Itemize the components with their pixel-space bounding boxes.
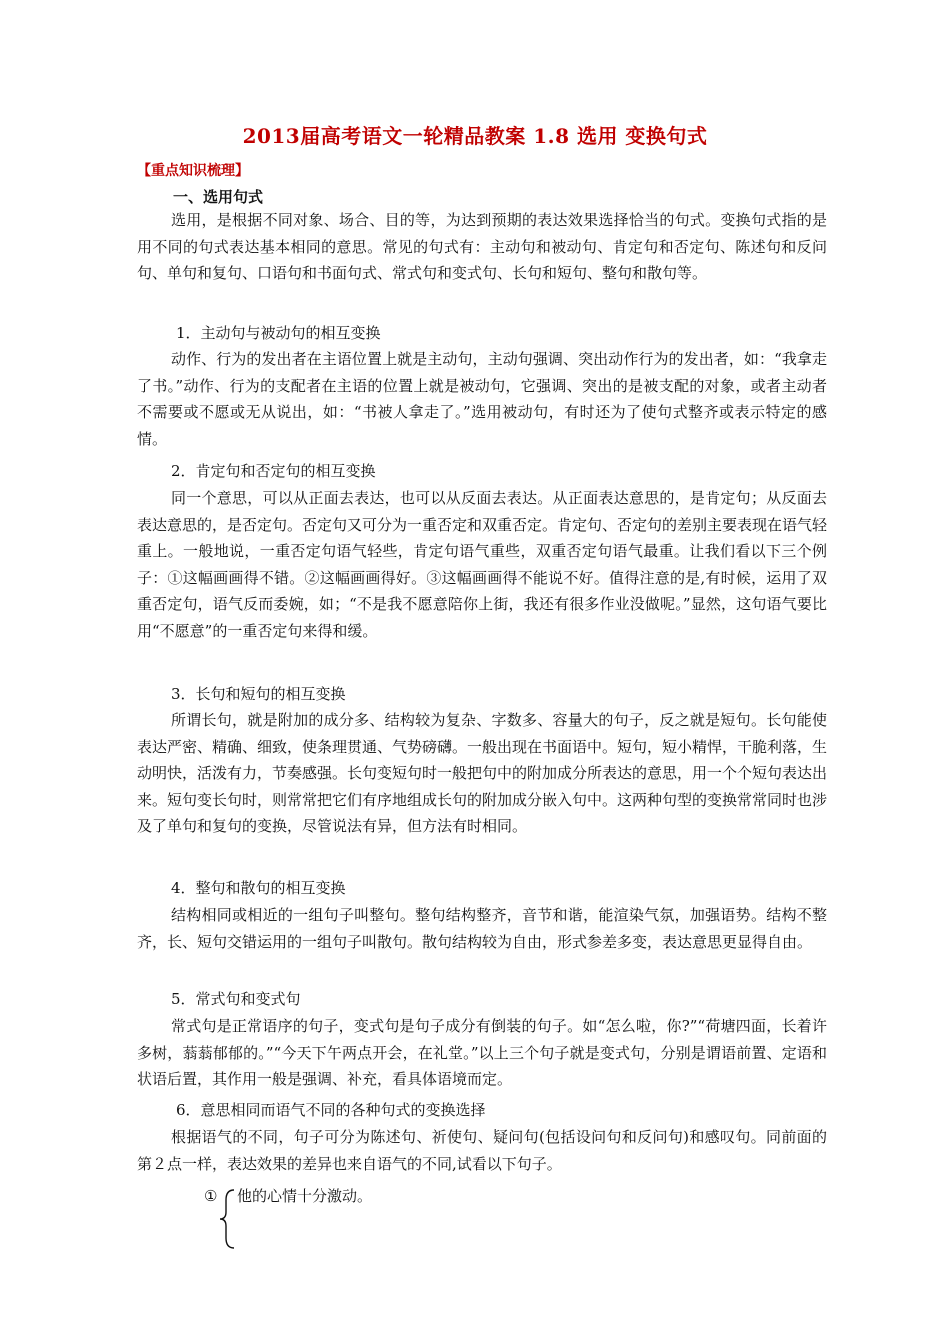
example-number: ①: [204, 1187, 218, 1205]
subsection-body-1: 动作、行为的发出者在主语位置上就是主动句，主动句强调、突出动作行为的发出者，如：“我拿走了书。”动作、行为的支配者在主语的位置上就是被动句，它强调、突出的是被支配的对象，或者主动者不需要或不愿或无从说出，如：“书被人拿走了。”选用被动句，有时还为了使句式整齐或表示特定的感情。: [137, 350, 827, 448]
subsection-title-6: 6．意思相同而语气不同的各种句式的变换选择: [176, 1101, 486, 1119]
intro-paragraph: 选用，是根据不同对象、场合、目的等，为达到预期的表达效果选择恰当的句式。变换句式指的是用不同的句式表达基本相同的意思。常见的句式有：主动句和被动句、肯定句和否定句、陈述句和反问句、单句和复句、口语句和书面句式、常式句和变式句、长句和短句、整句和散句等。: [137, 211, 827, 282]
subsection-title-3: 3．长句和短句的相互变换: [171, 685, 346, 703]
subsection-body-5: 常式句是正常语序的句子，变式句是句子成分有倒装的句子。如“怎么啦，你?”“荷塘四面，长着许多树，蓊蓊郁郁的。”“今天下午两点开会，在礼堂。”以上三个句子就是变式句，分别是谓语前置、定语和状语后置，其作用一般是强调、补充，看具体语境而定。: [137, 1017, 827, 1088]
subsection-body-4: 结构相同或相近的一组句子叫整句。整句结构整齐，音节和谐，能渲染气氛，加强语势。结构不整齐，长、短句交错运用的一组句子叫散句。散句结构较为自由，形式参差多变，表达意思更显得自由。: [137, 906, 827, 951]
example-text: 他的心情十分激动。: [237, 1187, 373, 1205]
section-tag: 【重点知识梳理】: [137, 163, 249, 179]
document-title: 2013届高考语文一轮精品教案 1.8 选用 变换句式: [242, 124, 708, 148]
subsection-title-4: 4．整句和散句的相互变换: [171, 879, 346, 897]
curly-brace-icon: [218, 1188, 240, 1250]
subsection-body-6: 根据语气的不同，句子可分为陈述句、祈使句、疑问句(包括设问句和反问句)和感叹句。同前面的第２点一样，表达效果的差异也来自语气的不同,试看以下句子。: [137, 1128, 827, 1173]
subsection-body-3: 所谓长句，就是附加的成分多、结构较为复杂、字数多、容量大的句子，反之就是短句。长句能使表达严密、精确、细致，使条理贯通、气势磅礴。一般出现在书面语中。短句，短小精悍，干脆利落，生动明快，活泼有力，节奏感强。长句变短句时一般把句中的附加成分所表达的意思，用一个个短句表达出来。短句变长句时，则常常把它们有序地组成长句的附加成分嵌入句中。这两种句型的变换常常同时也涉及了单句和复句的变换，尽管说法有异，但方法有时相同。: [137, 711, 828, 835]
subsection-title-5: 5．常式句和变式句: [171, 990, 301, 1008]
subsection-title-1: 1．主动句与被动句的相互变换: [176, 324, 381, 342]
subsection-body-2: 同一个意思，可以从正面去表达，也可以从反面去表达。从正面表达意思的，是肯定句；从反面去表达意思的，是否定句。否定句又可分为一重否定和双重否定。肯定句、否定句的差别主要表现在语气轻重上。一般地说，一重否定句语气轻些，肯定句语气重些，双重否定句语气最重。让我们看以下三个例子：①这幅画画得不错。②这幅画画得好。③这幅画画得不能说不好。值得注意的是,有时候，运用了双重否定句，语气反而委婉，如；“不是我不愿意陪你上街，我还有很多作业没做呢。”显然，这句语气要比用“不愿意”的一重否定句来得和缓。: [137, 489, 828, 640]
subsection-title-2: 2．肯定句和否定句的相互变换: [171, 462, 376, 480]
section-heading: 一、选用句式: [173, 188, 264, 206]
